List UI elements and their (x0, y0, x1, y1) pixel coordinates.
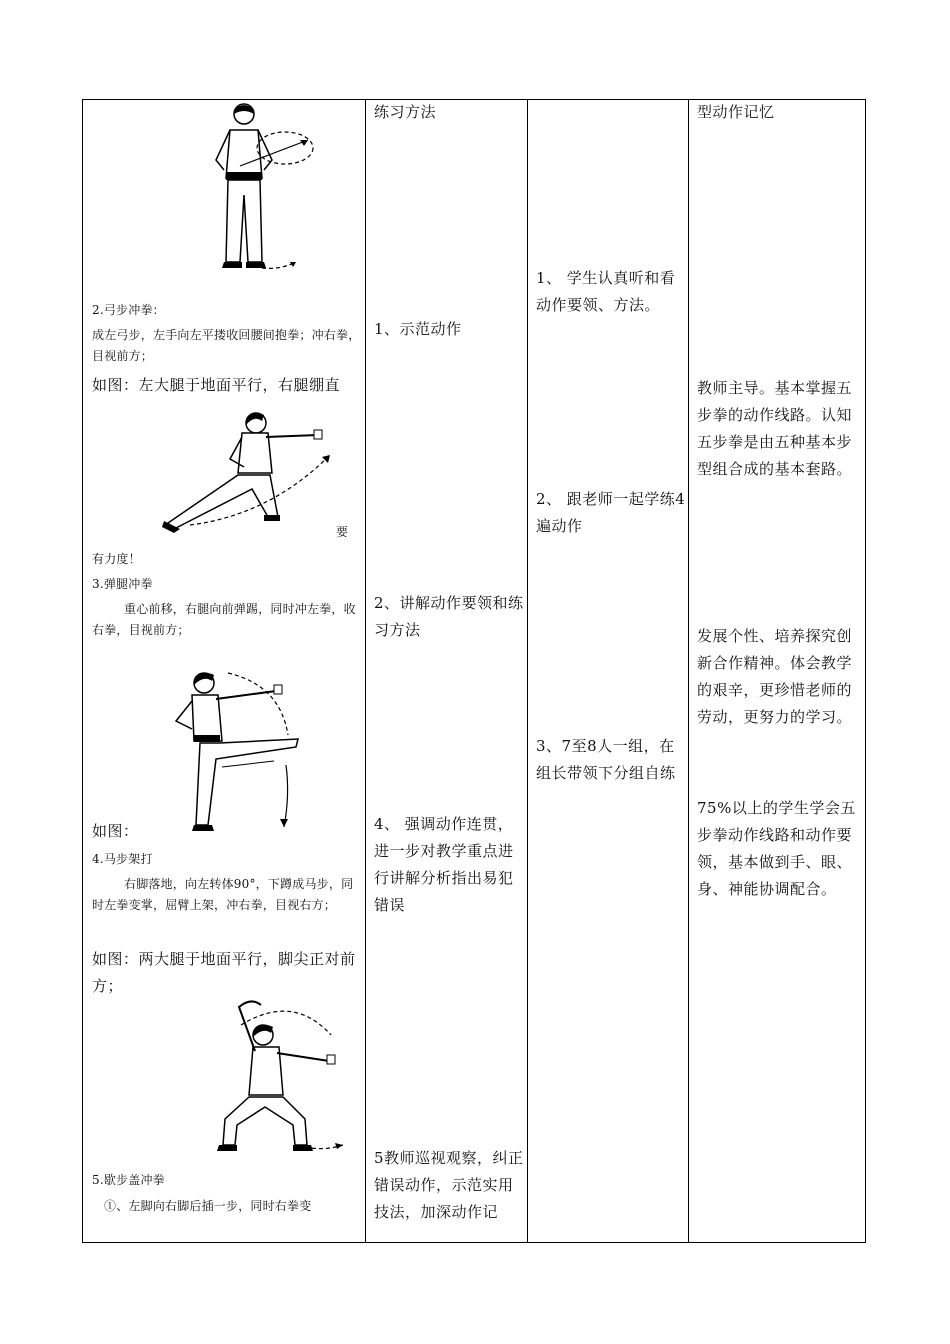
step5-description: ①、左脚向右脚后插一步，同时右拳变 (104, 1199, 312, 1213)
figure-snap-kick-punch (170, 655, 310, 835)
goal-block-3: 75%以上的学生学会五步拳动作线路和动作要领，基本做到手、眼、身、神能协调配合。 (697, 799, 856, 898)
figure-horse-stance-block-punch (205, 995, 345, 1155)
step3-figure-note: 如图： (92, 822, 139, 840)
step2-force: 有力度！ (92, 552, 141, 566)
step5-title: 5.歇步盖冲拳 (92, 1173, 165, 1187)
step3-title: 3.弹腿冲拳 (92, 577, 153, 591)
figure-bow-stance-punch (160, 405, 350, 535)
method-item-5: 5教师巡视观察，纠正错误动作，示范实用技法，加深动作记 (374, 1149, 524, 1221)
student-item-2: 2、 跟老师一起学练4遍动作 (536, 490, 686, 535)
step2-figure-note: 如图：左大腿于地面平行，右腿绷直 (92, 376, 341, 394)
method-item-2: 2、讲解动作要领和练习方法 (374, 594, 524, 639)
col4-top: 型动作记忆 (697, 103, 775, 121)
step3-description: 重心前移，右腿向前弹踢，同时冲左拳，收右拳，目视前方； (92, 602, 356, 637)
step2-title: 2.弓步冲拳： (92, 303, 165, 317)
method-item-1: 1、示范动作 (374, 320, 462, 338)
step4-figure-note: 如图：两大腿于地面平行，脚尖正对前方； (92, 950, 356, 995)
method-item-4: 4、 强调动作连贯，进一步对教学重点进行讲解分析指出易犯错误 (374, 815, 514, 914)
student-item-3: 3、7至8人一组，在组长带领下分组自练 (536, 737, 676, 782)
col2-top: 练习方法 (374, 103, 437, 121)
goal-block-2: 发展个性、培养探究创新合作精神。体会教学的艰辛，更珍惜老师的劳动，更努力的学习。 (697, 627, 853, 726)
goal-block-1: 教师主导。基本掌握五步拳的动作线路。认知五步拳是由五种基本步型组合成的基本套路。 (697, 379, 853, 478)
figure-standing-pose (200, 100, 320, 275)
student-item-1: 1、 学生认真听和看动作要领、方法。 (536, 269, 676, 314)
step2-description: 成左弓步，左手向左平搂收回腰间抱拳；冲右拳，目视前方； (92, 328, 361, 363)
column-divider (365, 100, 366, 1242)
step4-title: 4.马步架打 (92, 852, 153, 866)
column-divider (688, 100, 689, 1242)
column-divider (527, 100, 528, 1242)
step4-description: 右脚落地，向左转体90°，下蹲成马步，同时左拳变掌，屈臂上架，冲右拳，目视右方； (92, 877, 354, 912)
step2-yao: 要 (336, 525, 349, 539)
